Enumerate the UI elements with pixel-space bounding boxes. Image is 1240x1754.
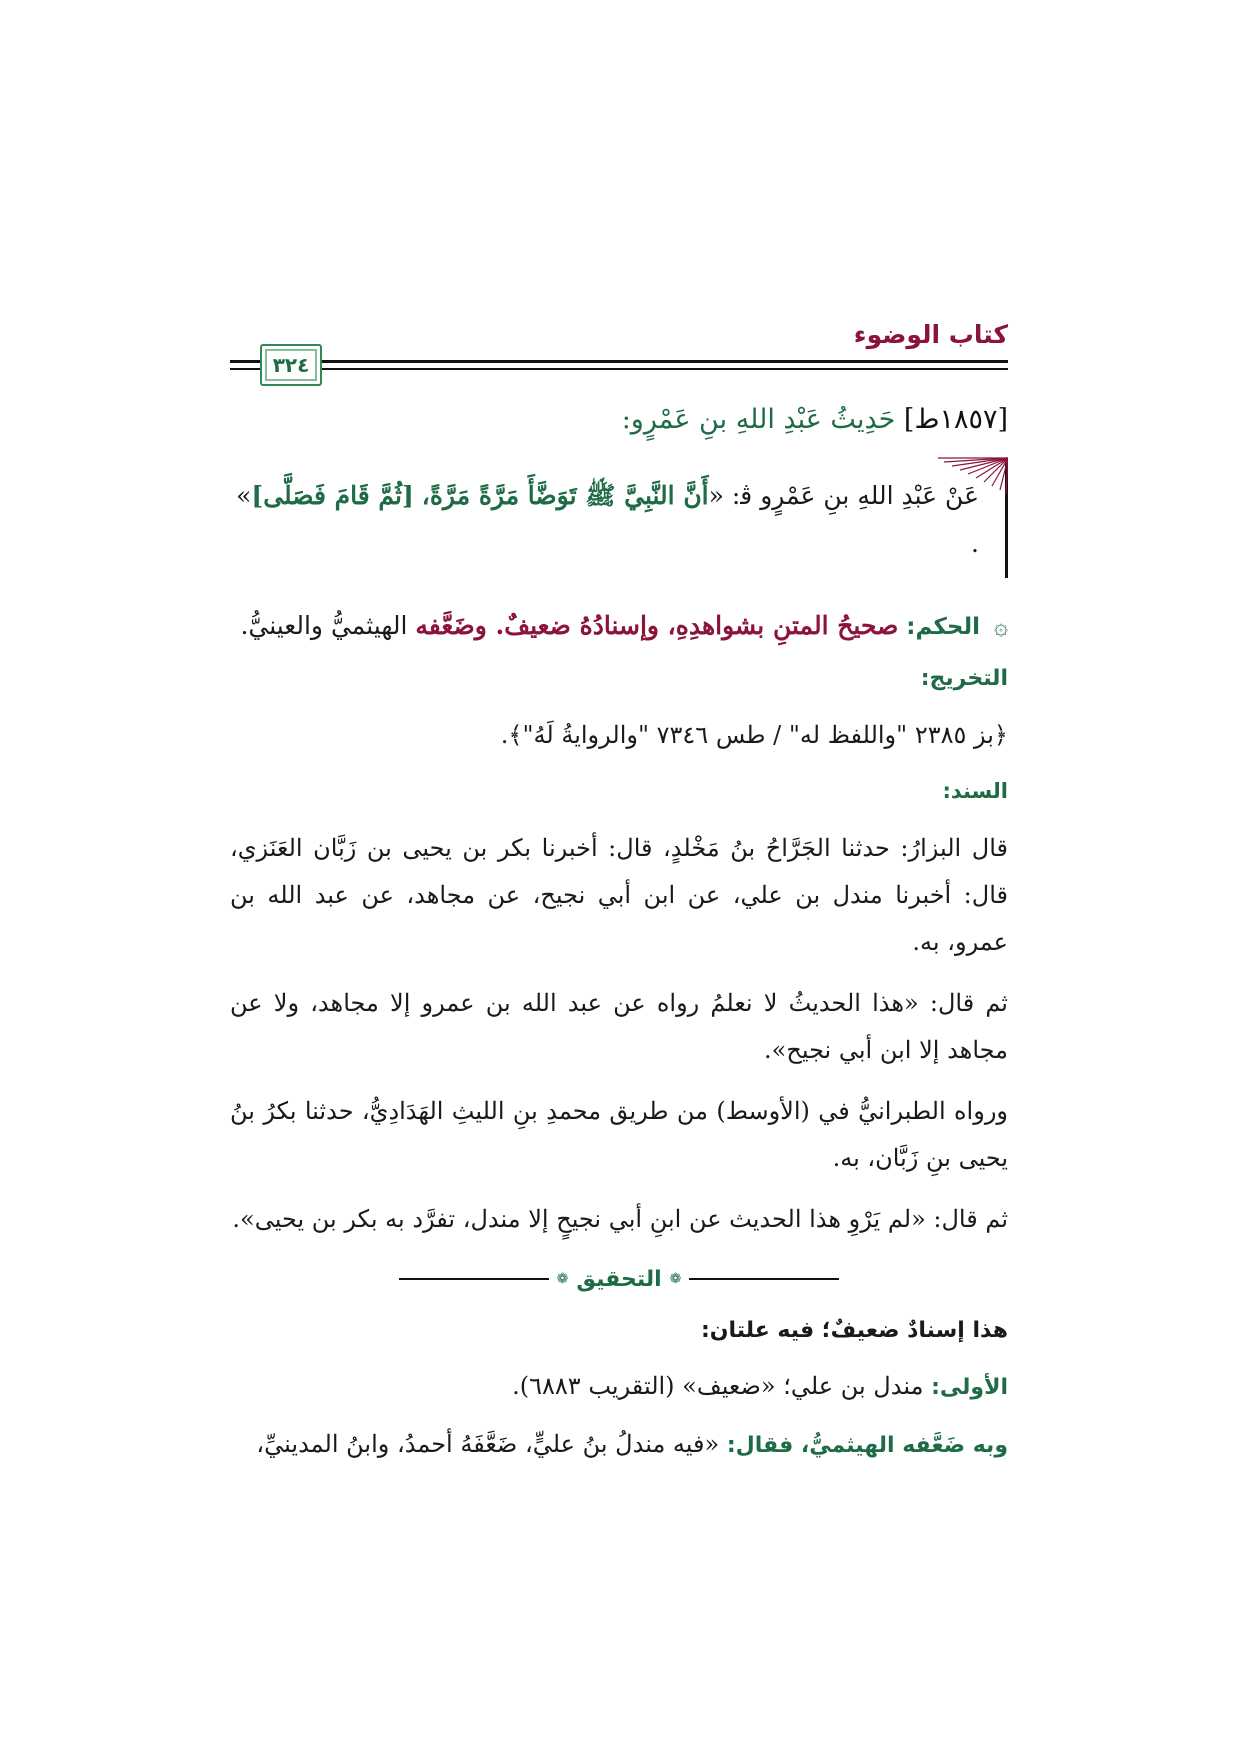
ruling <box>230 604 1008 649</box>
page-header <box>230 300 1008 382</box>
divider-line <box>689 1278 839 1280</box>
hadith-narrator: عَنْ عَبْدِ اللهِ بنِ عَمْرٍو ﭬ: « <box>708 481 979 510</box>
section-number: [١٨٥٧ط] <box>903 404 1008 435</box>
hadith-closing: » . <box>236 481 979 558</box>
tahqiq-summary: هذا إسنادٌ ضعيفٌ؛ فيه علتان: <box>700 1318 1008 1343</box>
first-defect-label: الأولى: <box>931 1375 1008 1400</box>
divider-line <box>399 1278 549 1280</box>
takhrij-text: ﴿بز ٢٣٨٥ "واللفظ له" / طس ٧٣٤٦ "والروايةُ لَهُ"﴾. <box>500 721 1008 749</box>
haythami-quote <box>230 1421 1008 1469</box>
takhrij-label: التخريج: <box>920 666 1008 691</box>
tahqiq-title: التحقيق <box>576 1266 662 1292</box>
haythami-text: «فيه مندلُ بنُ عليٍّ، ضَعَّفَهُ أحمدُ، وابنُ المدينيِّ، <box>256 1430 720 1458</box>
sanad-paragraph: ثم قال: «هذا الحديثُ لا نعلمُ رواه عن عبد الله بن عمرو إلا مجاهد، ولا عن مجاهد إلا ابن أبي نجيح». <box>230 989 1008 1064</box>
star-icon: ۞ <box>993 612 1008 640</box>
section-title: حَدِيثُ عَبْدِ اللهِ بنِ عَمْرٍو: <box>621 404 896 435</box>
ornament-icon: ❁ <box>669 1271 682 1287</box>
hadith-addition: [ثُمَّ قَامَ فَصَلَّى] <box>251 481 414 510</box>
corner-ornament-icon <box>936 456 1008 496</box>
hadith-matn: أَنَّ النَّبِيَّ ﷺ تَوَضَّأَ مَرَّةً مَرَّةً، <box>421 481 709 510</box>
first-defect <box>230 1363 1008 1411</box>
sanad-paragraph: ثم قال: «لم يَرْوِ هذا الحديث عن ابنِ أبي نجيحٍ إلا مندل، تفرَّد به بكر بن يحيى». <box>232 1205 1008 1233</box>
hadith-box <box>230 462 1008 578</box>
header-rule-thin <box>230 368 1008 370</box>
header-rule-thick <box>230 360 1008 363</box>
sanad-paragraph: قال البزارُ: حدثنا الجَرَّاحُ بنُ مَخْلدٍ، قال: أخبرنا بكر بن يحيى بن زَبَّان العَنَزي، قال: أخبرنا مندل بن علي، عن ابن أبي نجيح، عن مجاهد، عن عبد الله بن عمرو، به. <box>230 834 1008 956</box>
ruling-label: الحكم: <box>906 614 980 640</box>
ruling-verdict: صحيحُ المتنِ بشواهدِهِ، وإسنادُهُ ضعيفٌ. وضَعَّفه <box>415 611 899 640</box>
ruling-rest: الهيثميُّ والعينيُّ. <box>240 611 408 640</box>
book-title: كتاب الوضوء <box>853 320 1008 349</box>
ornament-icon: ❁ <box>556 1271 569 1287</box>
sanad-paragraph: ورواه الطبرانيُّ في (الأوسط) من طريق محمدِ بنِ الليثِ الهَدَادِيُّ، حدثنا بكرُ بنُ يحيى بنِ زَبَّان، به. <box>230 1097 1008 1172</box>
tahqiq-divider <box>230 1259 1008 1299</box>
hadith-text <box>234 472 979 568</box>
page-number: ٣٢٤ <box>260 344 322 386</box>
first-defect-text: مندل بن علي؛ «ضعيف» (التقريب ٦٨٨٣). <box>512 1372 924 1400</box>
sanad-label: السند: <box>942 779 1008 803</box>
section-heading <box>230 400 1008 440</box>
haythami-label: وبه ضَعَّفه الهيثميُّ، فقال: <box>726 1433 1008 1458</box>
book-page <box>230 300 1008 1469</box>
